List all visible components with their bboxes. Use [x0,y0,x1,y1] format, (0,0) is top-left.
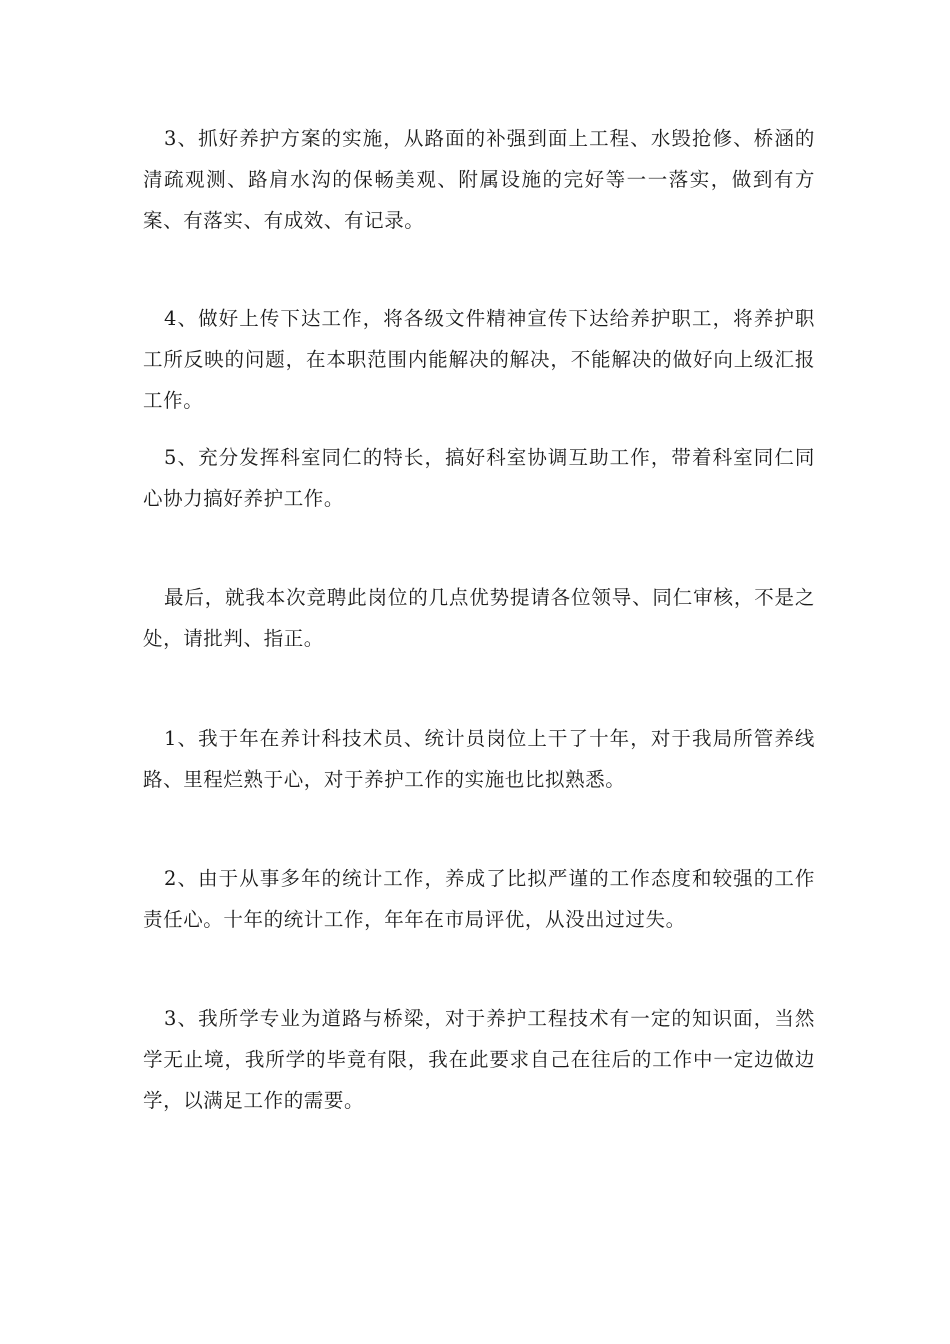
paragraph-conclusion-intro: 最后，就我本次竞聘此岗位的几点优势提请各位领导、同仁审核，不是之处，请批判、指正。 [143,586,815,650]
paragraph-advantage-experience: 1、我于年在养计科技术员、统计员岗位上干了十年，对于我局所管养线路、里程烂熟于心，对于养护工作的实施也比拟熟悉。 [143,727,815,791]
paragraph-advantage-attitude: 2、由于从事多年的统计工作，养成了比拟严谨的工作态度和较强的工作责任心。十年的统计工作，年年在市局评优，从没出过过失。 [143,867,815,931]
paragraph-communication: 4、做好上传下达工作，将各级文件精神宣传下达给养护职工，将养护职工所反映的问题，在本职范围内能解决的解决，不能解决的做好向上级汇报工作。 [143,307,815,412]
paragraph-maintenance-plan: 3、抓好养护方案的实施，从路面的补强到面上工程、水毁抢修、桥涵的清疏观测、路肩水沟的保畅美观、附属设施的完好等一一落实，做到有方案、有落实、有成效、有记录。 [143,127,815,232]
paragraph-advantage-knowledge: 3、我所学专业为道路与桥梁，对于养护工程技术有一定的知识面，当然学无止境，我所学的毕竟有限，我在此要求自己在往后的工作中一定边做边学，以满足工作的需要。 [143,1007,815,1112]
paragraph-teamwork: 5、充分发挥科室同仁的特长，搞好科室协调互助工作，带着科室同仁同心协力搞好养护工作。 [143,446,815,510]
